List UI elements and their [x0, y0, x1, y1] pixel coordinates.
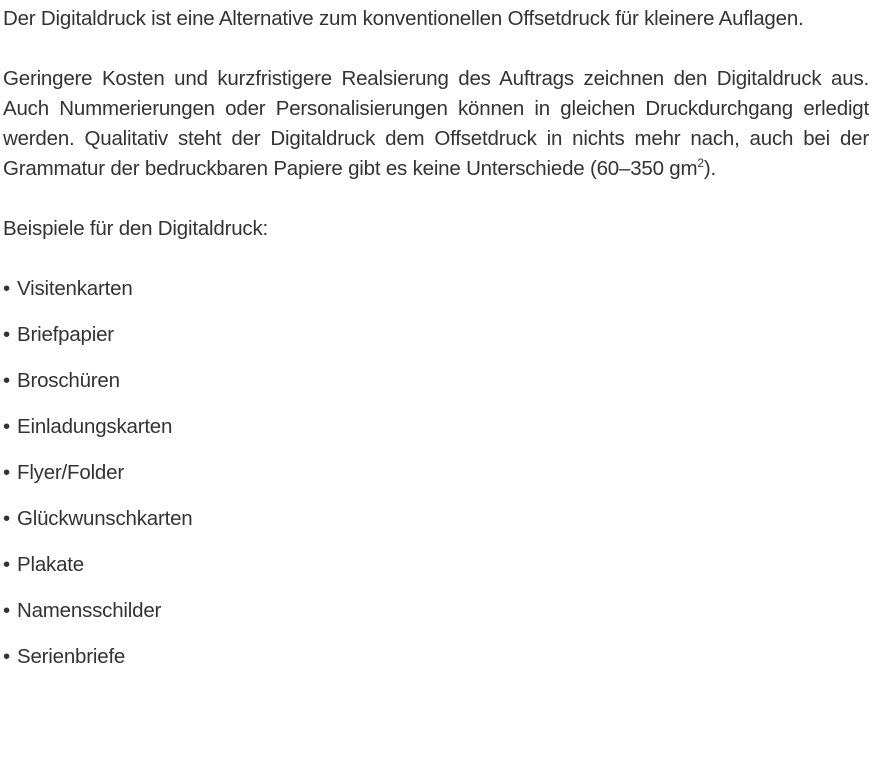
- bullet-icon: •: [3, 645, 10, 668]
- list-item-label: Broschüren: [17, 369, 120, 392]
- examples-heading: Beispiele für den Digitaldruck:: [3, 217, 268, 240]
- list-item: [3, 412, 869, 458]
- list-item: [3, 366, 869, 412]
- list-item: [3, 458, 869, 504]
- list-item-label: Visitenkarten: [17, 277, 133, 300]
- details-paragraph-text: Geringere Kosten und kurzfristigere Realsierung des Auftrags zeichnen den Digitaldruck aus. Auch Nummerierungen oder Personalisierungen können in gleichen Druckdurchgang erledigt werden. Qualitativ steht der Digitaldruck dem Offsetdruck in nichts mehr nach, auch bei der Grammatur der bedruckbaren Papiere gibt es keine Unterschiede (60–350 gm: [3, 67, 869, 180]
- list-item: [3, 550, 869, 596]
- list-item: [3, 274, 869, 320]
- list-item-label: Serienbriefe: [17, 645, 126, 668]
- bullet-icon: •: [3, 507, 10, 530]
- bullet-icon: •: [3, 599, 10, 622]
- bullet-icon: •: [3, 415, 10, 438]
- bullet-icon: •: [3, 323, 10, 346]
- list-item-label: Glückwunschkarten: [17, 507, 193, 530]
- bullet-icon: •: [3, 369, 10, 392]
- details-paragraph: [3, 64, 869, 184]
- examples-list: [3, 274, 869, 688]
- document-body: [3, 4, 869, 688]
- list-item-label: Plakate: [17, 553, 84, 576]
- bullet-icon: •: [3, 553, 10, 576]
- list-item-label: Namensschilder: [17, 599, 162, 622]
- list-item: [3, 596, 869, 642]
- list-item-label: Flyer/Folder: [17, 461, 124, 484]
- list-item: [3, 320, 869, 366]
- bullet-icon: •: [3, 461, 10, 484]
- list-item: [3, 642, 869, 688]
- intro-paragraph: Der Digitaldruck ist eine Alternative zum konventionellen Offsetdruck für kleinere Auflagen.: [3, 7, 804, 30]
- list-item-label: Einladungskarten: [17, 415, 173, 438]
- list-item-label: Briefpapier: [17, 323, 114, 346]
- bullet-icon: •: [3, 277, 10, 300]
- superscript-two: 2: [697, 156, 704, 171]
- list-item: [3, 504, 869, 550]
- details-paragraph-end: ).: [703, 157, 716, 180]
